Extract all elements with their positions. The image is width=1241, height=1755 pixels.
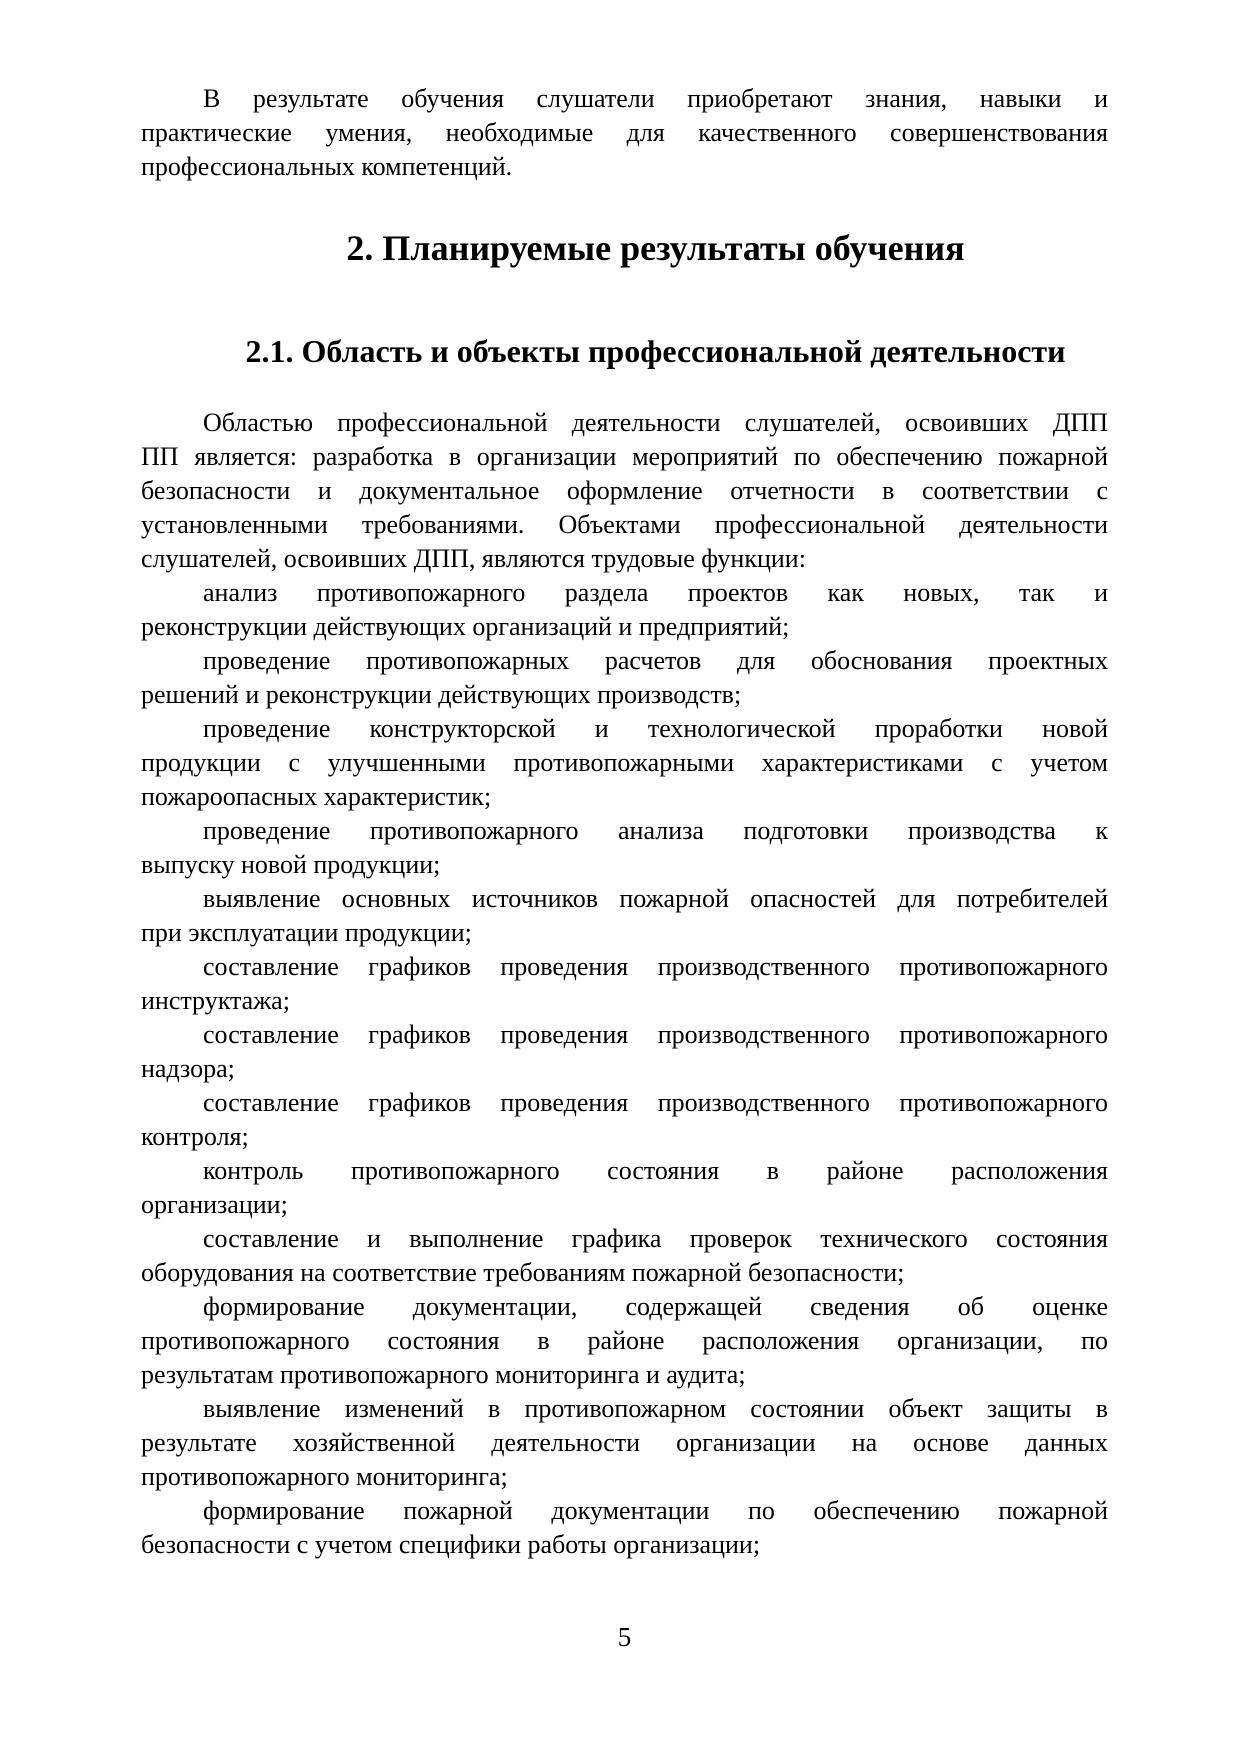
paragraph-line: анализ противопожарного раздела проектов как новых, так и: [203, 578, 1108, 607]
paragraph-line: формирование пожарной документации по обеспечению пожарной: [203, 1496, 1108, 1525]
body-paragraph: [141, 950, 1108, 1018]
body-paragraph: [141, 1086, 1108, 1154]
body-paragraph: [141, 1154, 1108, 1222]
paragraph-line: слушателей, освоивших ДПП, являются трудовые функции:: [141, 544, 806, 573]
paragraph-line: проведение противопожарного анализа подготовки производства к: [203, 816, 1108, 845]
paragraph-line: выявление основных источников пожарной опасностей для потребителей: [203, 884, 1108, 913]
paragraph-line: составление и выполнение графика проверок технического состояния: [203, 1224, 1108, 1253]
document-content: [141, 82, 1108, 1562]
paragraph-line: формирование документации, содержащей сведения об оценке: [203, 1292, 1108, 1321]
paragraph-line: проведение противопожарных расчетов для обоснования проектных: [203, 646, 1108, 675]
paragraph-line: составление графиков проведения производственного противопожарного: [203, 1088, 1108, 1117]
paragraph-line: надзора;: [141, 1054, 235, 1083]
body-paragraph: [141, 712, 1108, 814]
paragraph-line: Областью профессиональной деятельности слушателей, освоивших ДПП: [203, 408, 1108, 437]
paragraph-line: составление графиков проведения производственного противопожарного: [203, 1020, 1108, 1049]
body-paragraph: [141, 1018, 1108, 1086]
paragraph-line: выявление изменений в противопожарном состоянии объект защиты в: [203, 1394, 1108, 1423]
body-paragraph: [141, 1392, 1108, 1494]
paragraph-line: профессиональных компетенций.: [141, 152, 513, 181]
body-paragraph: [141, 644, 1108, 712]
paragraph-line: ПП является: разработка в организации мероприятий по обеспечению пожарной: [141, 442, 1108, 471]
paragraph-line: выпуску новой продукции;: [141, 850, 441, 879]
paragraph-line: результатам противопожарного мониторинга и аудита;: [141, 1360, 746, 1389]
paragraph-line: безопасности и документальное оформление отчетности в соответствии с: [141, 476, 1108, 505]
paragraph-line: результате хозяйственной деятельности организации на основе данных: [141, 1428, 1108, 1457]
paragraph-line: решений и реконструкции действующих производств;: [141, 680, 742, 709]
paragraph-line: противопожарного состояния в районе расположения организации, по: [141, 1326, 1108, 1355]
paragraph-line: при эксплуатации продукции;: [141, 918, 472, 947]
paragraph-line: В результате обучения слушатели приобретают знания, навыки и: [203, 84, 1108, 113]
body-paragraph: [141, 82, 1108, 184]
paragraph-line: продукции с улучшенными противопожарными характеристиками с учетом: [141, 748, 1108, 777]
body-paragraph: [141, 406, 1108, 576]
paragraph-line: реконструкции действующих организаций и предприятий;: [141, 612, 790, 641]
paragraph-line: составление графиков проведения производственного противопожарного: [203, 952, 1108, 981]
paragraph-line: контроль противопожарного состояния в районе расположения: [203, 1156, 1108, 1185]
paragraph-line: практические умения, необходимые для качественного совершенствования: [141, 118, 1108, 147]
subsection-heading: 2.1. Область и объекты профессиональной деятельности: [245, 333, 1066, 369]
section-heading: 2. Планируемые результаты обучения: [346, 228, 965, 268]
paragraph-line: пожароопасных характеристик;: [141, 782, 492, 811]
body-paragraph: [141, 1290, 1108, 1392]
paragraph-line: оборудования на соответствие требованиям пожарной безопасности;: [141, 1258, 905, 1287]
page-number: 5: [617, 1622, 632, 1652]
paragraph-line: контроля;: [141, 1122, 249, 1151]
paragraph-line: проведение конструкторской и технологической проработки новой: [203, 714, 1108, 743]
body-paragraph: [141, 1494, 1108, 1562]
paragraph-line: инструктажа;: [141, 986, 290, 1015]
paragraph-line: установленными требованиями. Объектами профессиональной деятельности: [141, 510, 1108, 539]
paragraph-line: организации;: [141, 1190, 288, 1219]
body-paragraph: [141, 814, 1108, 882]
paragraph-line: противопожарного мониторинга;: [141, 1462, 508, 1491]
paragraph-line: безопасности с учетом специфики работы организации;: [141, 1530, 761, 1559]
body-paragraph: [141, 882, 1108, 950]
body-paragraph: [141, 576, 1108, 644]
body-paragraph: [141, 1222, 1108, 1290]
